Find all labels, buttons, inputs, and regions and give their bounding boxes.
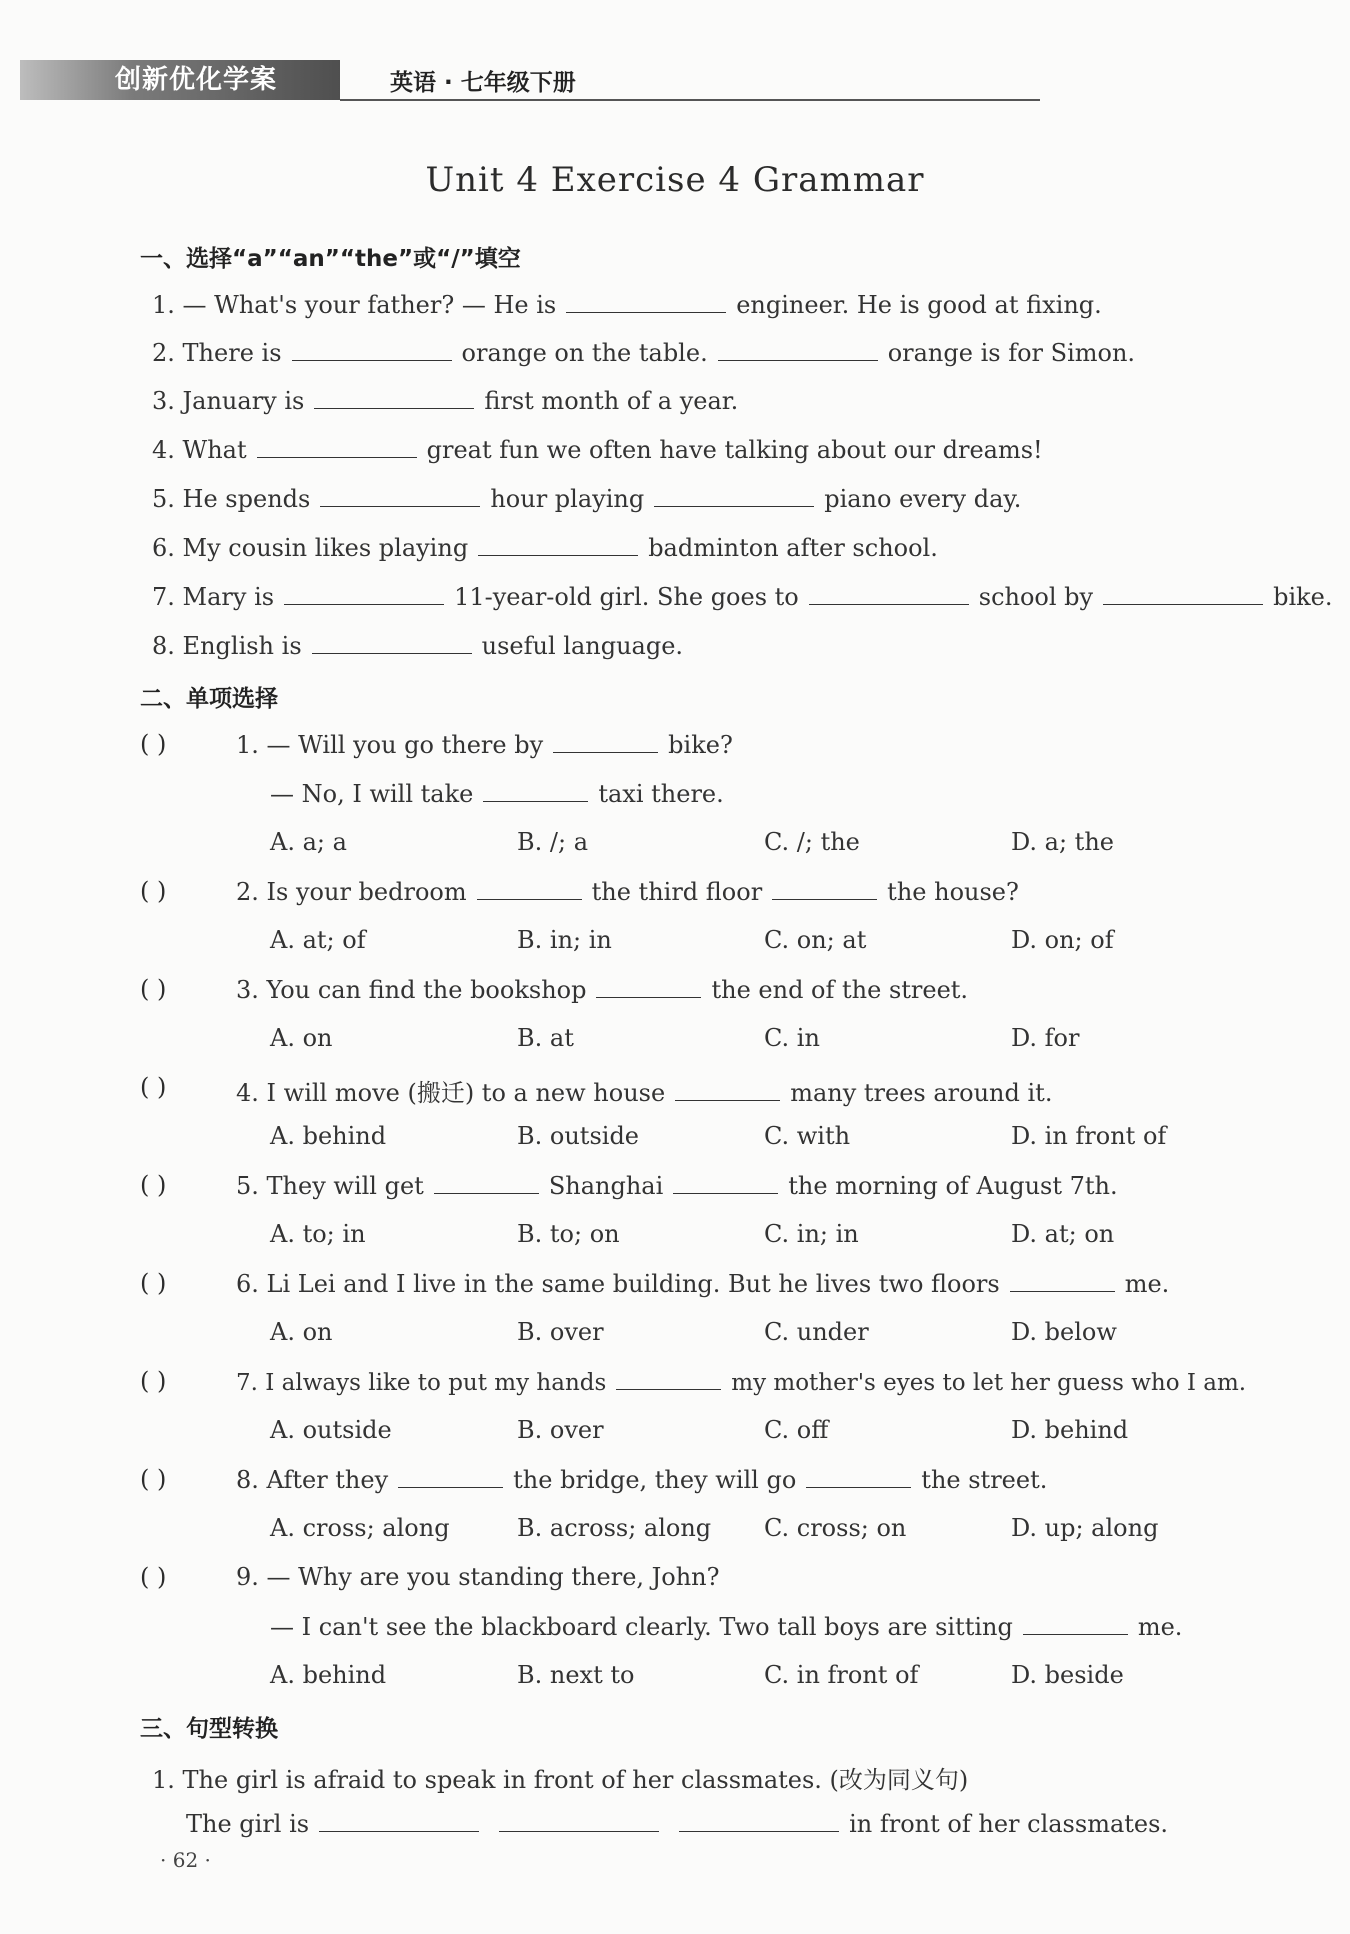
item-number: 4. (152, 436, 175, 464)
answer-bracket[interactable]: ( ) (140, 1269, 167, 1297)
item-number: 8. (152, 632, 175, 660)
option-c[interactable]: C. on; at (764, 926, 867, 954)
section2-heading: 二、单项选择 (140, 686, 278, 712)
answer-blank (553, 730, 658, 753)
option-a[interactable]: A. a; a (270, 828, 347, 856)
option-d[interactable]: D. in front of (1011, 1122, 1167, 1150)
answer-bracket[interactable]: ( ) (140, 1367, 167, 1395)
item-text: The girl is (186, 1810, 310, 1838)
option-b[interactable]: B. /; a (517, 828, 589, 856)
answer-blank[interactable] (499, 1809, 659, 1832)
item-number: 7. (152, 583, 175, 611)
question-number: 9. (236, 1563, 259, 1591)
item-number: 5. (152, 485, 175, 513)
item-text: useful language. (481, 632, 684, 660)
option-b[interactable]: B. over (517, 1318, 604, 1346)
s2-q7-line1 (236, 1367, 1246, 1396)
question-text: — No, I will take (270, 780, 474, 808)
option-b[interactable]: B. over (517, 1416, 604, 1444)
answer-blank[interactable] (809, 582, 969, 605)
question-text: Is your bedroom (266, 878, 467, 906)
s2-q8-line1 (236, 1465, 1047, 1494)
answer-blank[interactable] (1103, 582, 1263, 605)
item-text: first month of a year. (484, 387, 739, 415)
option-d[interactable]: D. for (1011, 1024, 1080, 1052)
s2-q1-line1 (236, 730, 733, 759)
question-text: I always like to put my hands (265, 1370, 607, 1396)
answer-blank[interactable] (319, 1809, 479, 1832)
s2-q2-line1 (236, 877, 1019, 906)
option-b[interactable]: B. across; along (517, 1514, 712, 1542)
s2-q5-line1 (236, 1171, 1118, 1200)
option-d[interactable]: D. beside (1011, 1661, 1124, 1689)
option-c[interactable]: C. with (764, 1122, 851, 1150)
question-number: 5. (236, 1172, 259, 1200)
option-a[interactable]: A. behind (270, 1661, 387, 1689)
answer-blank[interactable] (257, 435, 417, 458)
question-text: I will move (搬迁) to a new house (266, 1079, 666, 1107)
question-text: my mother's eyes to let her guess who I am. (731, 1370, 1247, 1396)
item-text: bike. (1273, 583, 1333, 611)
item-number: 1. (152, 291, 175, 319)
item-text: engineer. He is good at fixing. (736, 291, 1102, 319)
option-c[interactable]: C. off (764, 1416, 829, 1444)
answer-blank[interactable] (312, 631, 472, 654)
option-c[interactable]: C. in; in (764, 1220, 859, 1248)
answer-blank[interactable] (478, 533, 638, 556)
item-number: 6. (152, 534, 175, 562)
item-text: He spends (182, 485, 311, 513)
answer-blank (434, 1171, 539, 1194)
item-number: 3. (152, 387, 175, 415)
page-number: · 62 · (160, 1848, 211, 1872)
option-d[interactable]: D. below (1011, 1318, 1117, 1346)
answer-blank[interactable] (718, 338, 878, 361)
question-text: — Will you go there by (266, 731, 544, 759)
answer-blank (1010, 1269, 1115, 1292)
s1-item-6 (152, 533, 938, 562)
answer-bracket[interactable]: ( ) (140, 975, 167, 1003)
item-text: There is (182, 339, 282, 367)
item-text: hour playing (490, 485, 645, 513)
answer-blank[interactable] (654, 484, 814, 507)
question-text: the morning of August 7th. (788, 1172, 1118, 1200)
answer-blank[interactable] (320, 484, 480, 507)
question-text: After they (266, 1466, 389, 1494)
option-b[interactable]: B. next to (517, 1661, 635, 1689)
question-text: the street. (921, 1466, 1048, 1494)
question-number: 3. (236, 976, 259, 1004)
answer-blank (675, 1078, 780, 1101)
option-a[interactable]: A. on (270, 1024, 333, 1052)
answer-bracket[interactable]: ( ) (140, 1171, 167, 1199)
option-d[interactable]: D. a; the (1011, 828, 1114, 856)
s3-item-1-answer (186, 1809, 1168, 1838)
brand-logo: 创新优化学案 (20, 60, 340, 100)
section1-heading: 一、选择“a”“an”“the”或“/”填空 (140, 246, 521, 272)
item-text: My cousin likes playing (182, 534, 469, 562)
option-a[interactable]: A. outside (270, 1416, 392, 1444)
question-number: 2. (236, 878, 259, 906)
item-text: Mary is (182, 583, 275, 611)
option-c[interactable]: C. /; the (764, 828, 860, 856)
s2-q6-line1 (236, 1269, 1169, 1298)
answer-blank[interactable] (566, 290, 726, 313)
answer-bracket[interactable]: ( ) (140, 730, 167, 758)
question-text: me. (1137, 1613, 1183, 1641)
s2-q9-line2 (270, 1612, 1182, 1641)
answer-bracket[interactable]: ( ) (140, 1563, 167, 1591)
question-number: 6. (236, 1270, 259, 1298)
question-text: Shanghai (548, 1172, 664, 1200)
option-d[interactable]: D. on; of (1011, 926, 1114, 954)
item-text: school by (978, 583, 1094, 611)
question-text: the end of the street. (711, 976, 969, 1004)
item-text: — What's your father? — He is (182, 291, 557, 319)
option-a[interactable]: A. behind (270, 1122, 387, 1150)
item-text: What (182, 436, 247, 464)
question-number: 7. (236, 1370, 258, 1396)
item-text: badminton after school. (648, 534, 938, 562)
question-text: — Why are you standing there, John? (266, 1563, 720, 1591)
answer-blank (596, 975, 701, 998)
page-header (20, 60, 1020, 102)
item-text: orange on the table. (461, 339, 708, 367)
question-text: the house? (887, 878, 1019, 906)
option-d[interactable]: D. at; on (1011, 1220, 1115, 1248)
page-title: Unit 4 Exercise 4 Grammar (425, 160, 925, 200)
answer-blank (398, 1465, 503, 1488)
answer-blank (772, 877, 877, 900)
option-b[interactable]: B. in; in (517, 926, 612, 954)
s1-item-7 (152, 582, 1333, 611)
question-text: bike? (668, 731, 733, 759)
item-text: January is (182, 387, 305, 415)
answer-bracket[interactable]: ( ) (140, 1465, 167, 1493)
question-text: the bridge, they will go (513, 1466, 797, 1494)
answer-bracket[interactable]: ( ) (140, 1073, 167, 1101)
question-text: me. (1124, 1270, 1170, 1298)
header-divider (340, 99, 1040, 101)
s1-item-4 (152, 435, 1043, 464)
option-c[interactable]: C. in front of (764, 1661, 919, 1689)
item-text: 11-year-old girl. She goes to (454, 583, 799, 611)
option-b[interactable]: B. at (517, 1024, 574, 1052)
subject-label: 英语 · 七年级下册 (390, 70, 576, 96)
question-text: the third floor (591, 878, 763, 906)
s2-q9-line1 (236, 1563, 720, 1591)
item-text: orange is for Simon. (887, 339, 1136, 367)
question-text: They will get (266, 1172, 424, 1200)
item-text: great fun we often have talking about our dreams! (426, 436, 1043, 464)
answer-blank[interactable] (292, 338, 452, 361)
s1-item-2 (152, 338, 1135, 367)
item-number: 2. (152, 339, 175, 367)
s2-q4-line1 (236, 1073, 1052, 1108)
question-number: 1. (236, 731, 259, 759)
option-d[interactable]: D. up; along (1011, 1514, 1159, 1542)
question-text: many trees around it. (790, 1079, 1053, 1107)
answer-blank[interactable] (314, 386, 474, 409)
option-b[interactable]: B. to; on (517, 1220, 620, 1248)
item-text: piano every day. (824, 485, 1022, 513)
question-text: You can find the bookshop (266, 976, 587, 1004)
item-text: English is (182, 632, 302, 660)
section3-heading: 三、句型转换 (140, 1716, 278, 1742)
s3-item-1: 1. The girl is afraid to speak in front of her classmates. (改为同义句) (152, 1766, 969, 1794)
answer-blank (483, 779, 588, 802)
option-c[interactable]: C. in (764, 1024, 820, 1052)
question-text: Li Lei and I live in the same building. But he lives two floors (266, 1270, 1000, 1298)
option-b[interactable]: B. outside (517, 1122, 640, 1150)
answer-blank (806, 1465, 911, 1488)
question-number: 4. (236, 1079, 259, 1107)
question-number: 8. (236, 1466, 259, 1494)
answer-blank (477, 877, 582, 900)
s2-q1-line2 (270, 779, 724, 808)
answer-blank (673, 1171, 778, 1194)
s1-item-3 (152, 386, 738, 415)
s2-q3-line1 (236, 975, 968, 1004)
answer-blank[interactable] (284, 582, 444, 605)
option-c[interactable]: C. cross; on (764, 1514, 907, 1542)
item-text: in front of her classmates. (849, 1810, 1169, 1838)
answer-blank[interactable] (679, 1809, 839, 1832)
answer-bracket[interactable]: ( ) (140, 877, 167, 905)
question-text: — I can't see the blackboard clearly. Two tall boys are sitting (270, 1613, 1013, 1641)
option-a[interactable]: A. cross; along (270, 1514, 450, 1542)
answer-blank (616, 1367, 721, 1390)
option-a[interactable]: A. at; of (270, 926, 366, 954)
s1-item-8 (152, 631, 683, 660)
answer-blank (1023, 1612, 1128, 1635)
question-text: taxi there. (598, 780, 724, 808)
option-a[interactable]: A. to; in (270, 1220, 366, 1248)
option-d[interactable]: D. behind (1011, 1416, 1129, 1444)
option-c[interactable]: C. under (764, 1318, 869, 1346)
s1-item-1 (152, 290, 1102, 319)
option-a[interactable]: A. on (270, 1318, 333, 1346)
s1-item-5 (152, 484, 1021, 513)
